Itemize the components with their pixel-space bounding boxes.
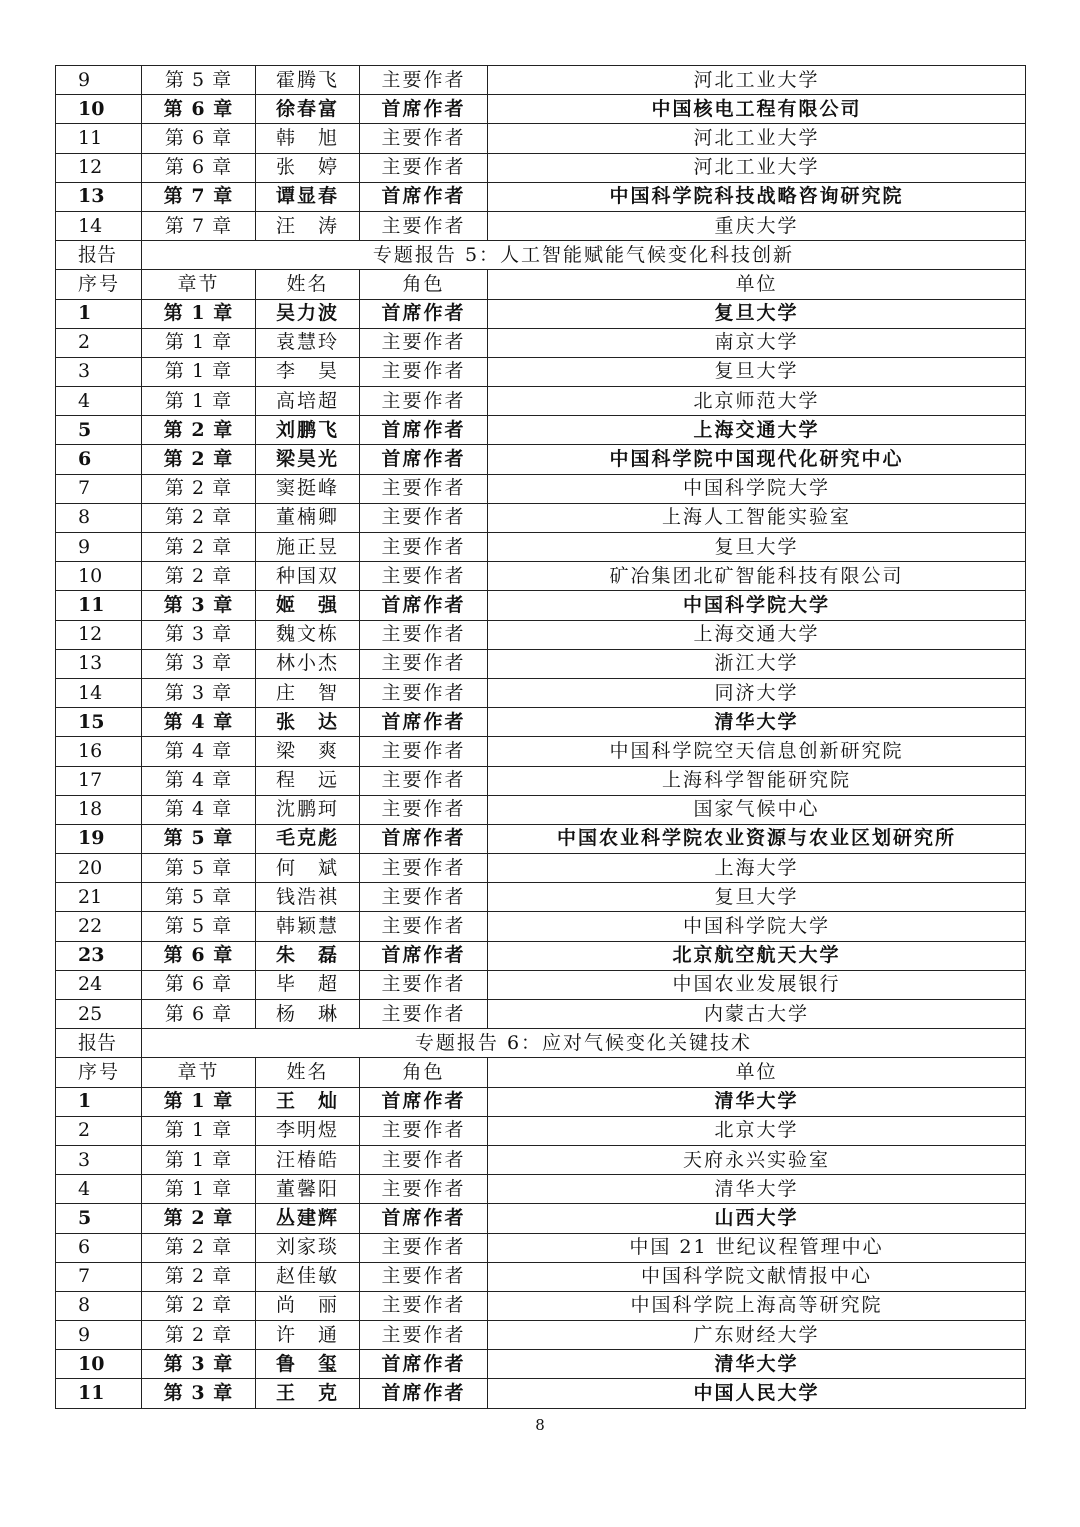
org-cell: 同济大学 [488,678,1026,707]
table-row [56,883,1026,912]
chapter-cell: 第 2 章 [142,416,256,445]
header-role: 角色 [360,1058,488,1087]
table-row [56,211,1026,240]
role-cell: 首席作者 [360,1087,488,1116]
name-cell: 杨 琳 [256,1000,360,1029]
org-cell: 中国科学院空天信息创新研究院 [488,737,1026,766]
table-row [56,1350,1026,1379]
role-cell: 主要作者 [360,1233,488,1262]
table-row [56,328,1026,357]
table-row [56,941,1026,970]
org-cell: 天府永兴实验室 [488,1145,1026,1174]
table-row [56,795,1026,824]
table-row [56,1087,1026,1116]
org-cell: 中国 21 世纪议程管理中心 [488,1233,1026,1262]
seq-cell: 11 [56,1379,142,1408]
name-cell: 王 灿 [256,1087,360,1116]
org-cell: 中国人民大学 [488,1379,1026,1408]
table-row [56,357,1026,386]
seq-cell: 12 [56,620,142,649]
seq-cell: 7 [56,474,142,503]
header-seq: 序号 [56,270,142,299]
org-cell: 复旦大学 [488,357,1026,386]
chapter-cell: 第 5 章 [142,66,256,95]
role-cell: 主要作者 [360,678,488,707]
role-cell: 首席作者 [360,95,488,124]
seq-cell: 11 [56,591,142,620]
table-row [56,387,1026,416]
chapter-cell: 第 5 章 [142,883,256,912]
role-cell: 首席作者 [360,1379,488,1408]
org-cell: 中国科学院上海高等研究院 [488,1291,1026,1320]
section-label: 报告 [56,1029,142,1058]
seq-cell: 14 [56,678,142,707]
seq-cell: 12 [56,153,142,182]
seq-cell: 6 [56,445,142,474]
org-cell: 上海科学智能研究院 [488,766,1026,795]
role-cell: 首席作者 [360,708,488,737]
table-row [56,1145,1026,1174]
seq-cell: 13 [56,182,142,211]
org-cell: 河北工业大学 [488,66,1026,95]
role-cell: 首席作者 [360,299,488,328]
role-cell: 主要作者 [360,1116,488,1145]
chapter-cell: 第 2 章 [142,1204,256,1233]
org-cell: 中国科学院大学 [488,474,1026,503]
seq-cell: 18 [56,795,142,824]
role-cell: 主要作者 [360,533,488,562]
section-title-row [56,1029,1026,1058]
table-row [56,824,1026,853]
name-cell: 朱 磊 [256,941,360,970]
table-row [56,562,1026,591]
table-row [56,445,1026,474]
section-title-row [56,241,1026,270]
table-row [56,970,1026,999]
table-row [56,299,1026,328]
seq-cell: 17 [56,766,142,795]
role-cell: 首席作者 [360,445,488,474]
name-cell: 韩 旭 [256,124,360,153]
org-cell: 北京大学 [488,1116,1026,1145]
org-cell: 复旦大学 [488,299,1026,328]
org-cell: 清华大学 [488,708,1026,737]
table-row [56,678,1026,707]
role-cell: 主要作者 [360,766,488,795]
seq-cell: 1 [56,299,142,328]
org-cell: 南京大学 [488,328,1026,357]
table-row [56,620,1026,649]
chapter-cell: 第 1 章 [142,1116,256,1145]
role-cell: 主要作者 [360,357,488,386]
chapter-cell: 第 3 章 [142,591,256,620]
table-row [56,503,1026,532]
role-cell: 主要作者 [360,503,488,532]
org-cell: 清华大学 [488,1350,1026,1379]
name-cell: 丛建辉 [256,1204,360,1233]
chapter-cell: 第 1 章 [142,1145,256,1174]
seq-cell: 9 [56,66,142,95]
table-row [56,649,1026,678]
name-cell: 姬 强 [256,591,360,620]
name-cell: 徐春富 [256,95,360,124]
seq-cell: 25 [56,1000,142,1029]
header-role: 角色 [360,270,488,299]
name-cell: 梁昊光 [256,445,360,474]
name-cell: 汪 涛 [256,211,360,240]
seq-cell: 21 [56,883,142,912]
seq-cell: 7 [56,1262,142,1291]
table-row [56,1321,1026,1350]
role-cell: 主要作者 [360,474,488,503]
chapter-cell: 第 2 章 [142,445,256,474]
chapter-cell: 第 3 章 [142,678,256,707]
name-cell: 刘鹏飞 [256,416,360,445]
org-cell: 北京航空航天大学 [488,941,1026,970]
chapter-cell: 第 2 章 [142,1233,256,1262]
role-cell: 主要作者 [360,883,488,912]
header-name: 姓名 [256,270,360,299]
header-chapter: 章节 [142,270,256,299]
section-title: 专题报告 6：应对气候变化关键技术 [142,1029,1026,1058]
seq-cell: 13 [56,649,142,678]
role-cell: 主要作者 [360,649,488,678]
chapter-cell: 第 6 章 [142,970,256,999]
org-cell: 上海人工智能实验室 [488,503,1026,532]
table-row [56,416,1026,445]
header-chapter: 章节 [142,1058,256,1087]
header-seq: 序号 [56,1058,142,1087]
name-cell: 窦挺峰 [256,474,360,503]
chapter-cell: 第 7 章 [142,211,256,240]
table-row [56,1262,1026,1291]
chapter-cell: 第 2 章 [142,562,256,591]
seq-cell: 2 [56,1116,142,1145]
name-cell: 赵佳敏 [256,1262,360,1291]
name-cell: 钱浩祺 [256,883,360,912]
name-cell: 刘家琰 [256,1233,360,1262]
org-cell: 中国核电工程有限公司 [488,95,1026,124]
header-name: 姓名 [256,1058,360,1087]
role-cell: 主要作者 [360,328,488,357]
seq-cell: 15 [56,708,142,737]
org-cell: 清华大学 [488,1087,1026,1116]
org-cell: 中国农业科学院农业资源与农业区划研究所 [488,824,1026,853]
org-cell: 中国科学院科技战略咨询研究院 [488,182,1026,211]
name-cell: 谭显春 [256,182,360,211]
chapter-cell: 第 5 章 [142,824,256,853]
chapter-cell: 第 4 章 [142,737,256,766]
table-row [56,533,1026,562]
chapter-cell: 第 1 章 [142,299,256,328]
name-cell: 袁慧玲 [256,328,360,357]
table-row [56,1175,1026,1204]
name-cell: 吴力波 [256,299,360,328]
table-row [56,95,1026,124]
chapter-cell: 第 2 章 [142,503,256,532]
org-cell: 河北工业大学 [488,124,1026,153]
header-org: 单位 [488,1058,1026,1087]
name-cell: 魏文栋 [256,620,360,649]
chapter-cell: 第 3 章 [142,620,256,649]
role-cell: 首席作者 [360,182,488,211]
org-cell: 山西大学 [488,1204,1026,1233]
table-row [56,912,1026,941]
seq-cell: 10 [56,562,142,591]
org-cell: 重庆大学 [488,211,1026,240]
org-cell: 复旦大学 [488,883,1026,912]
header-org: 单位 [488,270,1026,299]
seq-cell: 20 [56,854,142,883]
role-cell: 主要作者 [360,124,488,153]
name-cell: 王 克 [256,1379,360,1408]
seq-cell: 1 [56,1087,142,1116]
org-cell: 矿冶集团北矿智能科技有限公司 [488,562,1026,591]
header-row [56,1058,1026,1087]
table-row [56,591,1026,620]
table-row [56,474,1026,503]
org-cell: 上海交通大学 [488,416,1026,445]
name-cell: 沈鹏珂 [256,795,360,824]
table-row [56,737,1026,766]
seq-cell: 8 [56,1291,142,1320]
table-row [56,182,1026,211]
chapter-cell: 第 2 章 [142,1262,256,1291]
role-cell: 主要作者 [360,387,488,416]
role-cell: 主要作者 [360,1175,488,1204]
seq-cell: 19 [56,824,142,853]
seq-cell: 11 [56,124,142,153]
role-cell: 主要作者 [360,153,488,182]
table-row [56,1291,1026,1320]
table-row [56,1204,1026,1233]
chapter-cell: 第 3 章 [142,649,256,678]
org-cell: 中国科学院大学 [488,912,1026,941]
name-cell: 尚 丽 [256,1291,360,1320]
org-cell: 中国农业发展银行 [488,970,1026,999]
org-cell: 国家气候中心 [488,795,1026,824]
role-cell: 首席作者 [360,591,488,620]
seq-cell: 22 [56,912,142,941]
role-cell: 首席作者 [360,1204,488,1233]
org-cell: 清华大学 [488,1175,1026,1204]
role-cell: 主要作者 [360,970,488,999]
chapter-cell: 第 1 章 [142,387,256,416]
table-row [56,1000,1026,1029]
header-row [56,270,1026,299]
chapter-cell: 第 3 章 [142,1379,256,1408]
org-cell: 复旦大学 [488,533,1026,562]
role-cell: 主要作者 [360,620,488,649]
name-cell: 韩颖慧 [256,912,360,941]
seq-cell: 23 [56,941,142,970]
author-table-body [56,66,1026,1409]
chapter-cell: 第 6 章 [142,941,256,970]
org-cell: 内蒙古大学 [488,1000,1026,1029]
chapter-cell: 第 1 章 [142,1087,256,1116]
section-label: 报告 [56,241,142,270]
table-row [56,124,1026,153]
table-row [56,66,1026,95]
name-cell: 董楠卿 [256,503,360,532]
role-cell: 首席作者 [360,1350,488,1379]
name-cell: 毕 超 [256,970,360,999]
name-cell: 毛克彪 [256,824,360,853]
chapter-cell: 第 1 章 [142,328,256,357]
chapter-cell: 第 1 章 [142,357,256,386]
table-row [56,766,1026,795]
name-cell: 梁 爽 [256,737,360,766]
chapter-cell: 第 2 章 [142,1321,256,1350]
name-cell: 高培超 [256,387,360,416]
chapter-cell: 第 2 章 [142,533,256,562]
chapter-cell: 第 6 章 [142,153,256,182]
page-number: 8 [535,1416,545,1434]
seq-cell: 8 [56,503,142,532]
name-cell: 何 斌 [256,854,360,883]
role-cell: 首席作者 [360,416,488,445]
role-cell: 主要作者 [360,211,488,240]
org-cell: 浙江大学 [488,649,1026,678]
name-cell: 施正昱 [256,533,360,562]
chapter-cell: 第 1 章 [142,1175,256,1204]
name-cell: 许 通 [256,1321,360,1350]
seq-cell: 5 [56,416,142,445]
chapter-cell: 第 6 章 [142,95,256,124]
role-cell: 主要作者 [360,1262,488,1291]
org-cell: 中国科学院文献情报中心 [488,1262,1026,1291]
name-cell: 程 远 [256,766,360,795]
role-cell: 主要作者 [360,737,488,766]
seq-cell: 16 [56,737,142,766]
table-row [56,153,1026,182]
org-cell: 中国科学院大学 [488,591,1026,620]
chapter-cell: 第 5 章 [142,912,256,941]
section-title: 专题报告 5：人工智能赋能气候变化科技创新 [142,241,1026,270]
name-cell: 林小杰 [256,649,360,678]
name-cell: 董馨阳 [256,1175,360,1204]
chapter-cell: 第 5 章 [142,854,256,883]
role-cell: 主要作者 [360,1000,488,1029]
role-cell: 主要作者 [360,1321,488,1350]
table-row [56,1379,1026,1408]
author-table [55,65,1026,1409]
seq-cell: 6 [56,1233,142,1262]
role-cell: 主要作者 [360,854,488,883]
seq-cell: 3 [56,357,142,386]
seq-cell: 4 [56,387,142,416]
table-row [56,854,1026,883]
seq-cell: 10 [56,1350,142,1379]
name-cell: 汪椿皓 [256,1145,360,1174]
role-cell: 主要作者 [360,1291,488,1320]
seq-cell: 14 [56,211,142,240]
role-cell: 主要作者 [360,795,488,824]
org-cell: 上海交通大学 [488,620,1026,649]
chapter-cell: 第 6 章 [142,1000,256,1029]
org-cell: 北京师范大学 [488,387,1026,416]
role-cell: 主要作者 [360,562,488,591]
seq-cell: 24 [56,970,142,999]
name-cell: 张 婷 [256,153,360,182]
chapter-cell: 第 6 章 [142,124,256,153]
table-row [56,1116,1026,1145]
chapter-cell: 第 2 章 [142,1291,256,1320]
name-cell: 霍腾飞 [256,66,360,95]
name-cell: 李 昊 [256,357,360,386]
seq-cell: 4 [56,1175,142,1204]
org-cell: 上海大学 [488,854,1026,883]
table-row [56,708,1026,737]
chapter-cell: 第 4 章 [142,708,256,737]
name-cell: 李明煜 [256,1116,360,1145]
seq-cell: 2 [56,328,142,357]
role-cell: 首席作者 [360,824,488,853]
org-cell: 中国科学院中国现代化研究中心 [488,445,1026,474]
chapter-cell: 第 4 章 [142,795,256,824]
role-cell: 主要作者 [360,912,488,941]
name-cell: 张 达 [256,708,360,737]
table-row [56,1233,1026,1262]
chapter-cell: 第 7 章 [142,182,256,211]
seq-cell: 5 [56,1204,142,1233]
role-cell: 主要作者 [360,1145,488,1174]
name-cell: 鲁 玺 [256,1350,360,1379]
role-cell: 首席作者 [360,941,488,970]
role-cell: 主要作者 [360,66,488,95]
seq-cell: 9 [56,1321,142,1350]
chapter-cell: 第 3 章 [142,1350,256,1379]
seq-cell: 3 [56,1145,142,1174]
seq-cell: 9 [56,533,142,562]
org-cell: 河北工业大学 [488,153,1026,182]
chapter-cell: 第 2 章 [142,474,256,503]
org-cell: 广东财经大学 [488,1321,1026,1350]
seq-cell: 10 [56,95,142,124]
name-cell: 种国双 [256,562,360,591]
chapter-cell: 第 4 章 [142,766,256,795]
name-cell: 庄 智 [256,678,360,707]
